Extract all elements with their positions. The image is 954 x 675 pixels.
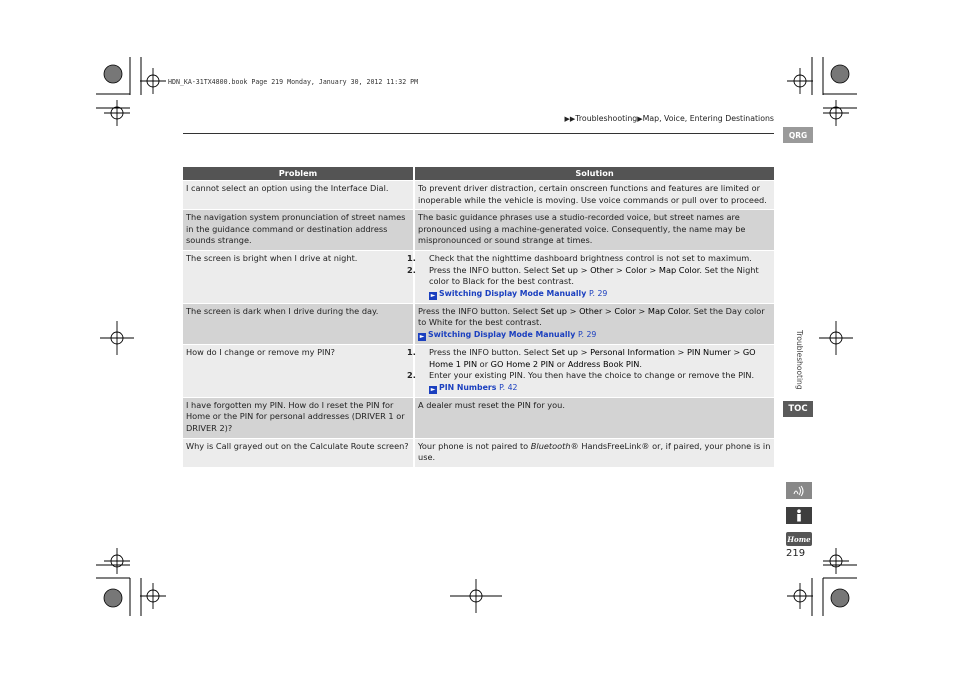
reference-link[interactable]: ► PIN Numbers P. 42: [430, 382, 518, 393]
solution-cell: Your phone is not paired to Bluetooth® HandsFreeLink® or, if paired, your phone is in use.: [414, 438, 774, 467]
table-header-row: [183, 167, 774, 181]
reference-link[interactable]: ► Switching Display Mode Manually P. 29: [419, 329, 597, 340]
breadcrumb-arrow-icon: ▶▶: [564, 115, 576, 123]
reference-arrow-icon: ►: [430, 385, 436, 393]
breadcrumb-item[interactable]: Troubleshooting: [575, 114, 638, 123]
problem-cell: The screen is dark when I drive during the day.: [183, 303, 414, 344]
solution-cell: [414, 303, 774, 344]
solution-steps: [407, 252, 771, 288]
solution-cell: [407, 250, 774, 303]
table-row: [183, 303, 774, 344]
column-header-solution: Solution: [414, 167, 774, 181]
solution-cell: A dealer must reset the PIN for you.: [414, 397, 774, 438]
breadcrumb-arrow-icon: ▶: [637, 115, 643, 123]
column-header-problem: Problem: [183, 167, 414, 181]
solution-steps: [407, 346, 771, 382]
table-row: [183, 344, 774, 397]
table-row: [183, 438, 774, 467]
table-row: [183, 250, 774, 303]
problem-cell: I have forgotten my PIN. How do I reset the PIN for Home or the PIN for personal addresses (DRIVER 1 or DRIVER 2)?: [183, 397, 414, 438]
problem-cell: I cannot select an option using the Interface Dial.: [183, 181, 414, 210]
solution-text: Press the INFO button. Select Set up > Other > Color > Map Color. Set the Day color to White for the best contrast.: [418, 305, 765, 328]
step-item: 2. Enter your existing PIN. You then have the choice to change or remove the PIN.: [407, 370, 755, 381]
page-number: 219: [786, 548, 806, 559]
info-index-icon[interactable]: [786, 507, 812, 524]
problem-cell: Why is Call grayed out on the Calculate Route screen?: [183, 438, 414, 467]
voice-command-icon[interactable]: [786, 482, 812, 499]
solution-cell: The basic guidance phrases use a studio-recorded voice, but street names are pronounced using a machine-generated voice. Consequently, the name may be mispronounced or sound strange at times.: [414, 210, 774, 251]
table-row: [183, 210, 774, 251]
print-header: HDN_KA-31TX4800.book Page 219 Monday, January 30, 2012 11:32 PM: [168, 78, 419, 86]
reference-link[interactable]: ► Switching Display Mode Manually P. 29: [430, 288, 608, 299]
solution-cell: [407, 344, 774, 397]
step-item: 1. Press the INFO button. Select Set up > Personal Information > PIN Numer > GO Home 1 PIN or GO Home 2 PIN or Address Book PIN.: [407, 346, 756, 369]
info-icon: [794, 509, 804, 523]
reference-arrow-icon: ►: [419, 332, 425, 340]
table-row: [183, 181, 774, 210]
cross-reference: [418, 382, 771, 394]
problem-cell: How do I change or remove my PIN?: [183, 344, 414, 397]
table-row: [183, 397, 774, 438]
step-item: 1. Check that the nighttime dashboard brightness control is not set to maximum.: [407, 252, 752, 263]
step-item: 2. Press the INFO button. Select Set up > Other > Color > Map Color. Set the Night color to Black for the best contrast.: [407, 264, 759, 287]
header-rule: [183, 133, 774, 134]
cross-reference: [418, 329, 771, 341]
reference-arrow-icon: ►: [430, 291, 436, 299]
toc-tab[interactable]: TOC: [783, 401, 813, 417]
qrg-tab[interactable]: QRG: [783, 127, 813, 143]
section-label: Troubleshooting: [795, 330, 804, 390]
problem-cell: The screen is bright when I drive at night.: [183, 250, 414, 303]
breadcrumb: [565, 114, 775, 123]
voice-icon: [791, 485, 807, 497]
solution-cell: To prevent driver distraction, certain onscreen functions and features are limited or inoperable while the vehicle is moving. Use voice commands or pull over to proceed.: [414, 181, 774, 210]
problem-cell: The navigation system pronunciation of street names in the guidance command or destination address sounds strange.: [183, 210, 414, 251]
cross-reference: [418, 288, 771, 300]
troubleshooting-table: [183, 167, 774, 467]
breadcrumb-item: Map, Voice, Entering Destinations: [642, 114, 774, 123]
home-icon[interactable]: Home: [786, 532, 812, 546]
